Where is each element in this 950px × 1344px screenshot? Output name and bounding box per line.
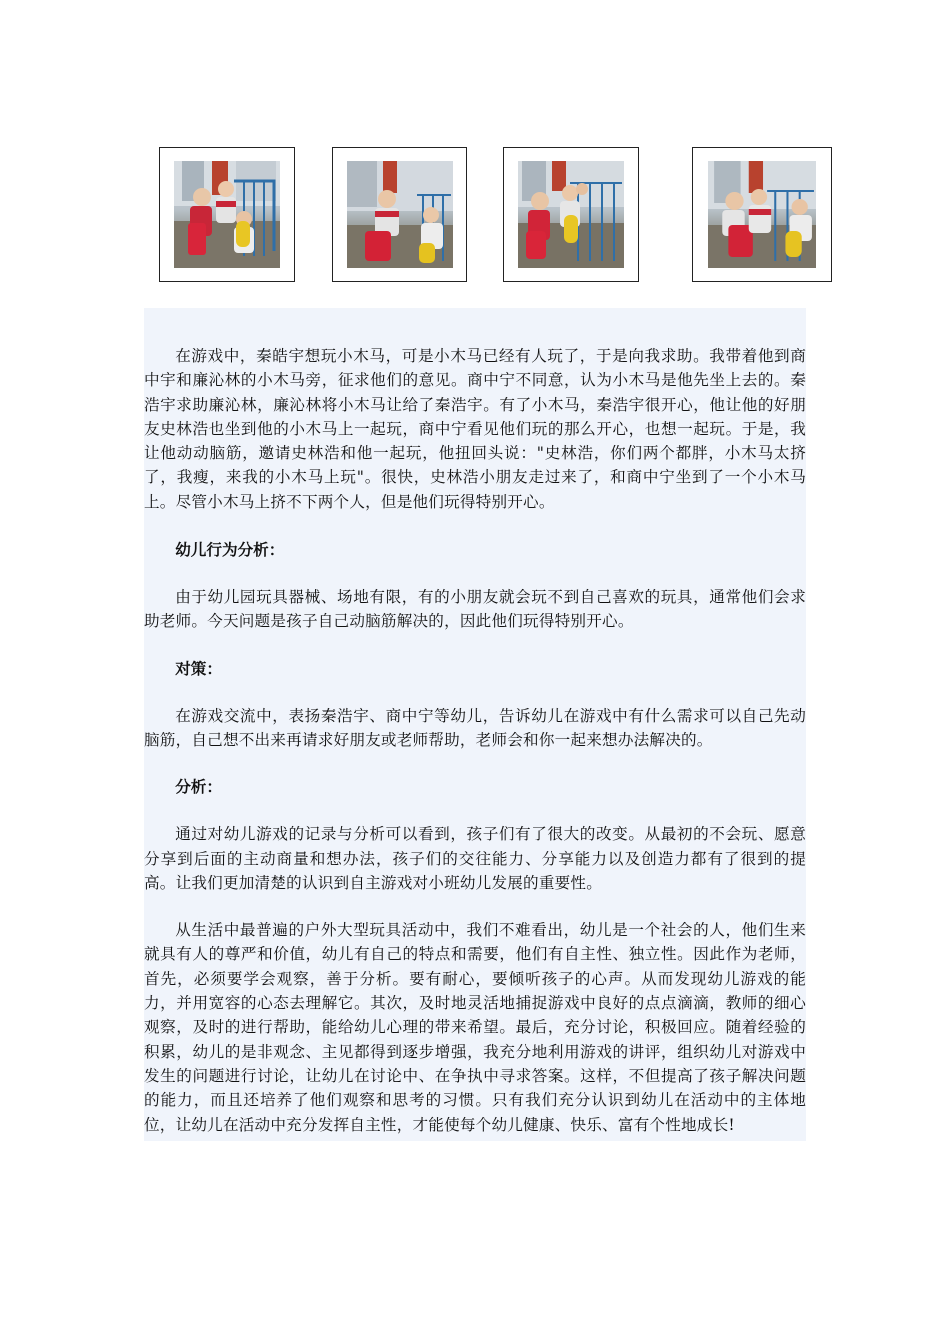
strategy-paragraph: 在游戏交流中，表扬秦浩宇、商中宁等幼儿，告诉幼儿在游戏中有什么需求可以自己先动脑筋，自己想不出来再请求好朋友或老师帮助，老师会和你一起来想办法解决的。	[144, 706, 806, 749]
photo-frame-3	[503, 147, 639, 282]
photo-frame-2	[332, 147, 467, 282]
children-photo-1	[174, 161, 280, 268]
children-photo-4	[708, 161, 816, 268]
behavior-analysis-heading: 幼儿行为分析：	[175, 541, 285, 560]
strategy-heading: 对策：	[175, 659, 222, 678]
behavior-analysis-paragraph: 由于幼儿园玩具器械、场地有限，有的小朋友就会玩不到自己喜欢的玩具，通常他们会求助老师。今天问题是孩子自己动脑筋解决的，因此他们玩得特别开心。	[144, 588, 806, 631]
story-paragraph: 在游戏中，秦皓宇想玩小木马，可是小木马已经有人玩了，于是向我求助。我带着他到商中宇和廉沁林的小木马旁，征求他们的意见。商中宁不同意，认为小木马是他先坐上去的。秦浩宇求助廉沁林，廉沁林将小木马让给了秦浩宇。有了小木马，秦浩宇很开心，他让他的好朋友史林浩也坐到他的小木马上一起玩，商中宁看见他们玩的那么开心，也想一起玩。于是，我让他动动脑筋，邀请史林浩和他一起玩，他扭回头说："史林浩，你们两个都胖，小木马太挤了，我瘦，来我的小木马上玩"。很快，史林浩小朋友走过来了，和商中宁坐到了一个小木马上。尽管小木马上挤不下两个人，但是他们玩得特别开心。	[144, 347, 806, 511]
photo-frame-1	[159, 147, 295, 282]
children-photo-2	[347, 161, 453, 268]
photo-frame-4	[692, 147, 832, 282]
analysis-paragraph: 通过对幼儿游戏的记录与分析可以看到，孩子们有了很大的改变。从最初的不会玩、愿意分享到后面的主动商量和想办法，孩子们的交往能力、分享能力以及创造力都有了很到的提高。让我们更加清楚的认识到自主游戏对小班幼儿发展的重要性。	[144, 825, 806, 892]
conclusion-paragraph: 从生活中最普遍的户外大型玩具活动中，我们不难看出，幼儿是一个社会的人，他们生来就具有人的尊严和价值，幼儿有自己的特点和需要，他们有自主性、独立性。因此作为老师，首先，必须要学会观察，善于分析。要有耐心，要倾听孩子的心声。从而发现幼儿游戏的能力，并用宽容的心态去理解它。其次，及时地灵活地捕捉游戏中良好的点点滴滴，教师的细心观察，及时的进行帮助，能给幼儿心理的带来希望。最后，充分讨论，积极回应。随着经验的积累，幼儿的是非观念、主见都得到逐步增强，我充分地利用游戏的讲评，组织幼儿对游戏中发生的问题进行讨论，让幼儿在讨论中、在争执中寻求答案。这样，不但提高了孩子解决问题的能力，而且还培养了他们观察和思考的习惯。只有我们充分认识到幼儿在活动中的主体地位，让幼儿在活动中充分发挥自主性，才能使每个幼儿健康、快乐、富有个性地成长!	[144, 921, 806, 1134]
children-photo-3	[518, 161, 624, 268]
analysis-heading: 分析：	[175, 778, 222, 797]
article-body	[144, 308, 806, 1141]
